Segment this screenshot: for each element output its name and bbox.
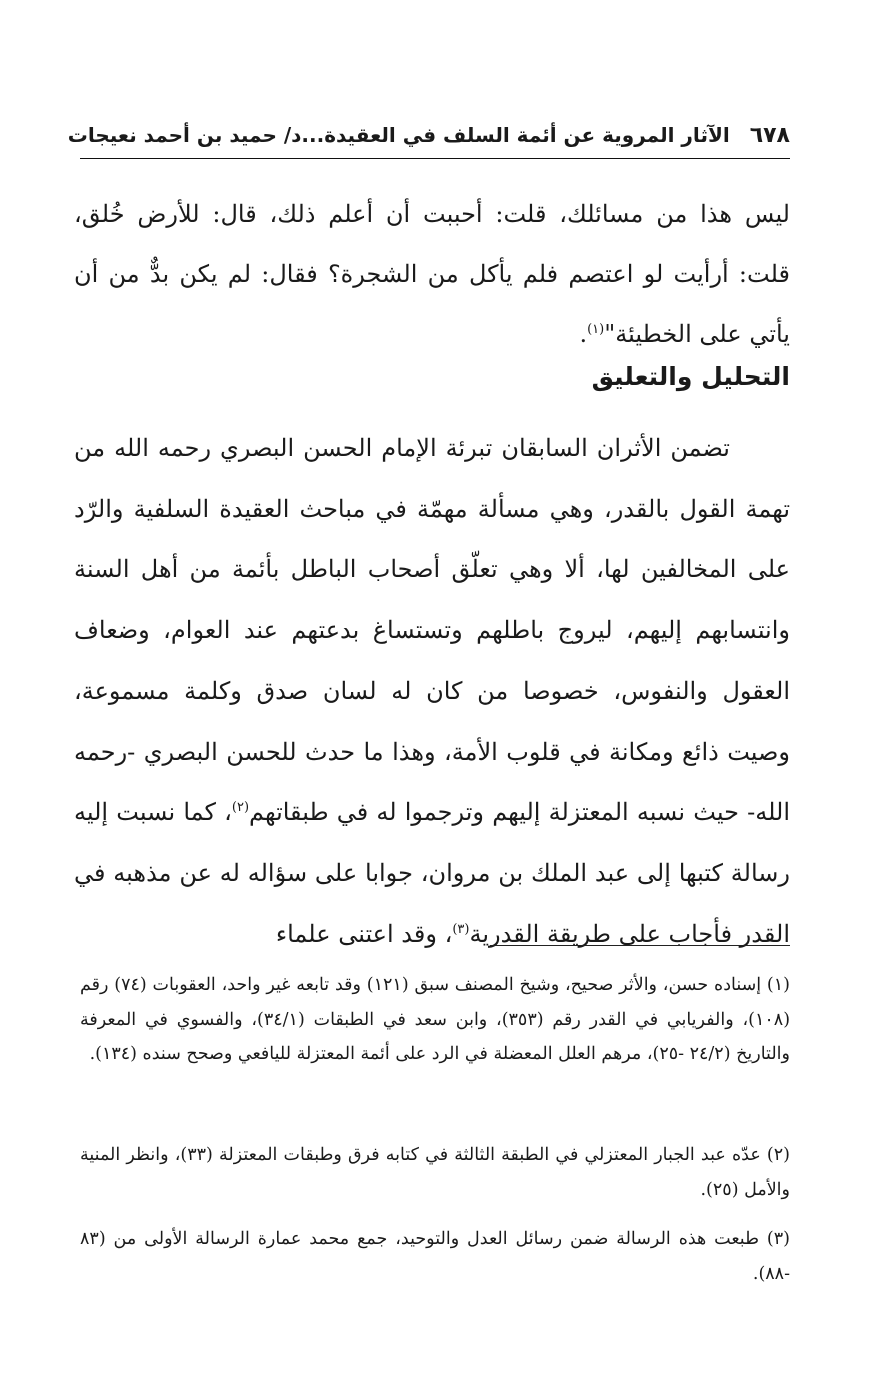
header-divider [80, 158, 790, 159]
footnote-3: (٣) طبعت هذه الرسالة ضمن رسائل العدل والتوحيد، جمع محمد عمارة الرسالة الأولى من (٨٣ -٨٨). [80, 1229, 790, 1284]
paragraph-2-text-b: ، كما نسبت إليه رسالة كتبها إلى عبد الملك بن مروان، جوابا على سؤاله له عن مذهبه في القدر فأجاب على طريقة القدرية [74, 798, 790, 948]
paragraph-1-end: . [579, 320, 588, 348]
footnote-1: (١) إسناده حسن، والأثر صحيح، وشيخ المصنف سبق (١٢١) وقد تابعه غير واحد، العقوبات (٧٤) رقم (١٠٨)، والفريابي في القدر رقم (٣٥٣)، وابن سعد في الطبقات (٣٤/١)، والفسوي في المعرفة والتاريخ (٢٤/٢ -٢٥)، مرهم العلل المعضلة في الرد على أئمة المعتزلة لليافعي وصحح سنده (١٣٤). [80, 975, 791, 1064]
page-number: ٦٧٨ [749, 122, 790, 148]
footnote-divider [490, 945, 790, 946]
body-paragraph-2 [74, 418, 790, 964]
paragraph-2-text-c: ، وقد اعتنى علماء [275, 919, 453, 948]
section-heading: التحليل والتعليق [591, 362, 790, 391]
paragraph-1-text: ليس هذا من مسائلك، قلت: أحببت أن أعلم ذلك، قال: للأرض خُلق، قلت: أرأيت لو اعتصم فلم يأكل من الشجرة؟ فقال: لم يكن بدٌّ من أن يأتي على الخطيئة" [74, 200, 790, 348]
running-header [67, 118, 790, 152]
paragraph-2-text-a: تضمن الأثران السابقان تبرئة الإمام الحسن البصري رحمه الله من تهمة القول بالقدر، وهي مسألة مهمّة في مباحث العقيدة السلفية والرّد على المخالفين لها، ألا وهي تعلّق أصحاب الباطل بأئمة من أهل السنة وانتسابهم إليهم، ليروج باطلهم وتستساغ بدعتهم عند العوام، وضعاف العقول والنفوس، خصوصا من كان له لسان صدق وكلمة مسموعة، وصيت ذائع ومكانة في قلوب الأمة، وهذا ما حدث للحسن البصري -رحمه الله- حيث نسبه المعتزلة إليهم وترجموا له في طبقاتهم [74, 434, 791, 827]
footnote-ref-3: (٣) [452, 921, 470, 937]
footnote-2: (٢) عدّه عبد الجبار المعتزلي في الطبقة الثالثة في كتابه فرق وطبقات المعتزلة (٣٣)، وانظر المنية والأمل (٢٥). [80, 1145, 790, 1200]
footnote-ref-1: (١) [587, 322, 605, 337]
footnote-ref-2: (٢) [231, 800, 250, 816]
body-paragraph-1 [74, 184, 790, 364]
running-title: الآثار المروية عن أئمة السلف في العقيدة...د/ حميد بن أحمد نعيجات [67, 123, 730, 147]
